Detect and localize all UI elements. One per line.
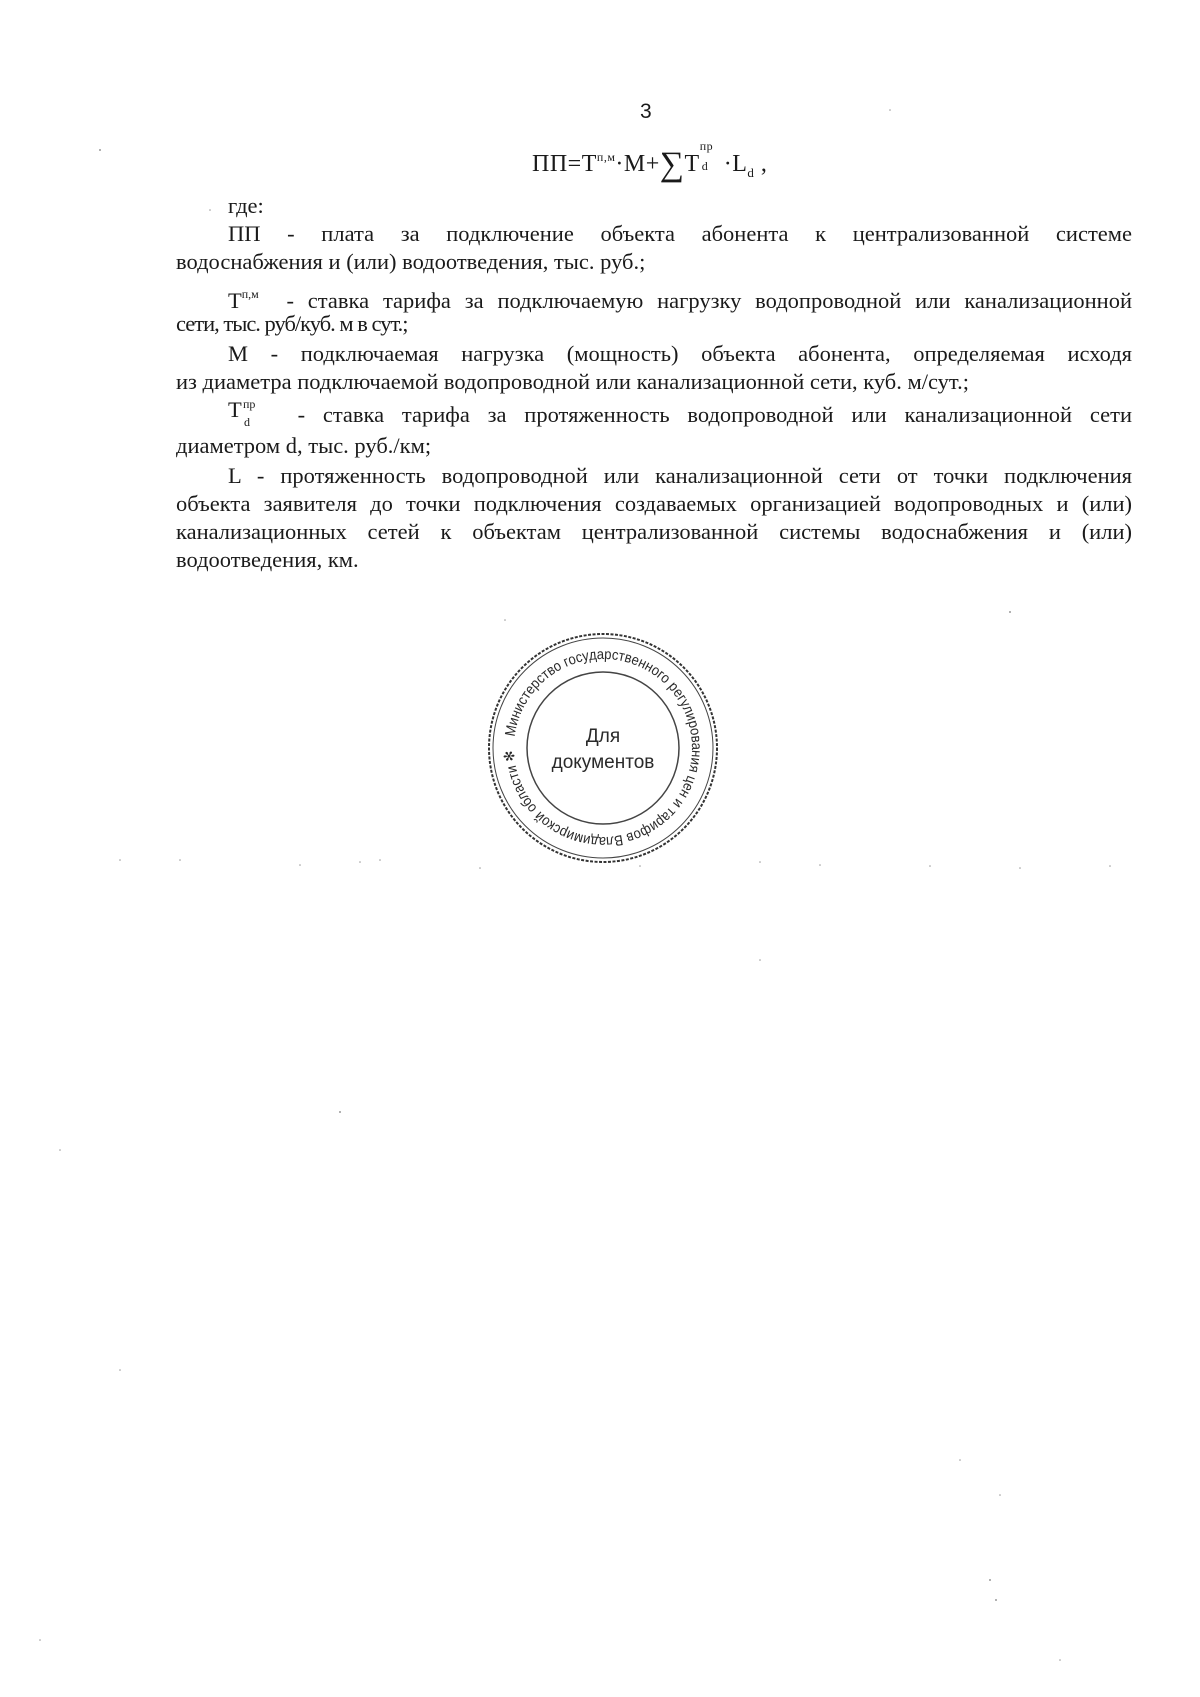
- formula-t2-sup: пр: [699, 139, 714, 153]
- stamp-center-line-1: Для: [585, 726, 621, 747]
- td-symbol-sub: d: [244, 415, 250, 429]
- formula-t-sup: п,м: [596, 150, 616, 164]
- official-stamp: [485, 630, 721, 866]
- stamp-outer-ring: [489, 634, 717, 862]
- m-definition-line-1: М - подключаемая нагрузка (мощность) объекта абонента, определяемая исходя: [228, 341, 1132, 366]
- td-definition-line-1: [228, 397, 1132, 429]
- stamp-inner-ring: [527, 672, 679, 824]
- pp-definition-line-1: ПП - плата за подключение объекта абонента к централизованной системе: [228, 221, 1132, 246]
- t-definition-line-2: сети, тыс. руб/куб. м в сут.;: [176, 311, 408, 336]
- formula-l-sub: d: [747, 165, 755, 180]
- stamp-outer-ring-inner: [493, 638, 713, 858]
- td-symbol-base: Т: [228, 397, 242, 422]
- m-definition-line-2: из диаметра подключаемой водопроводной или канализационной сети, куб. м/сут.;: [176, 369, 969, 394]
- formula-t: Т: [581, 151, 597, 177]
- formula-sum-sign: ∑: [659, 146, 685, 183]
- td-definition-text: - ставка тарифа за протяженность водопроводной или канализационной сети: [297, 402, 1132, 427]
- formula: [532, 139, 768, 183]
- td-symbol-sup: пр: [243, 397, 256, 411]
- formula-t2-indices: [699, 139, 724, 173]
- t-symbol-base: Т: [228, 288, 242, 313]
- formula-equals: =: [567, 151, 582, 177]
- t-symbol-sup: п,м: [241, 287, 259, 301]
- l-definition-line-3: канализационных сетей к объектам централизованной системы водоснабжения и (или): [176, 519, 1132, 544]
- stamp-center-line-2: документов: [551, 752, 655, 773]
- formula-mul1: ·М+: [615, 151, 660, 177]
- formula-t2: Т: [684, 151, 700, 177]
- l-definition-line-4: водоотведения, км.: [176, 547, 359, 572]
- pp-definition-line-2: водоснабжения и (или) водоотведения, тыс. руб.;: [176, 249, 646, 274]
- l-definition-line-1: L - протяженность водопроводной или канализационной сети от точки подключения: [228, 463, 1132, 488]
- td-symbol: [228, 397, 262, 429]
- l-definition-line-2: объекта заявителя до точки подключения создаваемых организацией водопроводных и (или): [176, 491, 1132, 516]
- t-definition-text: - ставка тарифа за подключаемую нагрузку водопроводной или канализационной: [286, 288, 1132, 313]
- stamp-ring-text: Министерство государственного регулирования цен и тарифов Владимирской области ✻: [501, 646, 705, 850]
- formula-lhs: ПП: [532, 151, 568, 177]
- formula-end: ,: [754, 151, 768, 177]
- page-number: 3: [640, 100, 652, 123]
- where-label: где:: [228, 193, 264, 218]
- formula-mul2: ·L: [723, 151, 748, 177]
- formula-t2-sub: d: [701, 159, 709, 173]
- td-definition-line-2: диаметром d, тыс. руб./км;: [176, 433, 432, 458]
